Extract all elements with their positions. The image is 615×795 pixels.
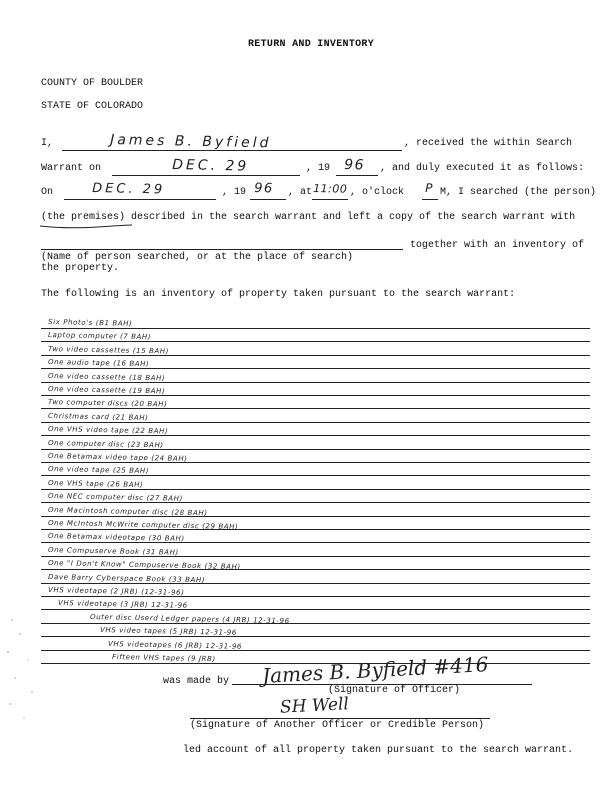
premises-underline [38, 222, 134, 230]
inventory-item: One McIntosh McWrite computer disc (29 BAH) [48, 519, 239, 531]
inventory-item: VHS videotapes (6 JRB) 12-31-96 [108, 639, 243, 651]
i-prefix: I, [41, 138, 54, 149]
inventory-rule [41, 475, 590, 476]
inventory-item: One video cassette (19 BAH) [48, 385, 166, 396]
time-handwritten: 11:00 [313, 182, 348, 196]
second-signature-line [190, 718, 490, 719]
search-date-line [64, 199, 216, 200]
was-made-by-label: was made by [163, 676, 230, 687]
inventory-item: One computer disc (23 BAH) [48, 438, 164, 450]
inventory-item: One VHS tape (26 BAH) [48, 478, 144, 489]
executed-text: , and duly executed it as follows: [380, 163, 585, 174]
inventory-item: One NEC computer disc (27 BAH) [48, 492, 183, 504]
officer-signature: James B. Byfield #416 [261, 652, 489, 688]
inventory-item: One "I Don't Know" Compuserve Book (32 BAH) [48, 559, 241, 572]
inventory-rule [41, 449, 590, 450]
inventory-item: One Macintosh computer disc (28 BAH) [48, 505, 208, 517]
inventory-rule [41, 489, 590, 490]
warrant-year-prefix: , 19 [306, 163, 331, 174]
warrant-date-line [112, 175, 300, 176]
warrant-date-handwritten: DEC. 29 [172, 157, 250, 175]
faint-stamp-mark [0, 600, 50, 740]
inventory-rule [41, 636, 590, 637]
inventory-item: Two video cassettes (15 BAH) [48, 344, 170, 356]
name-note: (Name of person searched, or at the place of search) [41, 252, 354, 263]
inventory-rule [41, 516, 590, 517]
inventory-rule [41, 583, 590, 584]
together-text: together with an inventory of [410, 240, 585, 251]
on-label: On [41, 187, 54, 198]
time-line [312, 199, 348, 200]
inventory-rule [41, 556, 590, 557]
inventory-item: VHS video tapes (5 JRB) 12-31-96 [100, 626, 237, 638]
inventory-rule [41, 569, 590, 570]
warrant-on-label: Warrant on [41, 163, 102, 174]
inventory-item: Two computer discs (20 BAH) [48, 398, 168, 409]
search-year-prefix: , 19 [222, 187, 247, 198]
second-signature-label: (Signature of Another Officer or Credible Person) [190, 720, 485, 731]
final-statement: led account of all property taken pursuant to the search warrant. [183, 745, 574, 756]
ampm-line [422, 199, 438, 200]
officer-signature-label: (Signature of Officer) [328, 685, 461, 696]
at-label: , at [288, 187, 313, 198]
inventory-item: One Compuserve Book (31 BAH) [48, 545, 179, 557]
inventory-rule [41, 596, 590, 597]
inventory-intro: The following is an inventory of property taken pursuant to the search warrant: [41, 289, 516, 300]
inventory-rule [41, 609, 590, 610]
oclock-label: , o'clock [350, 187, 405, 198]
state-label: STATE OF COLORADO [41, 101, 144, 112]
property-note: the property. [41, 263, 120, 274]
inventory-rule [41, 341, 590, 342]
inventory-rule [41, 408, 590, 409]
document-title: RETURN AND INVENTORY [248, 39, 375, 50]
inventory-rule [41, 422, 590, 423]
inventory-rule [41, 462, 590, 463]
inventory-item: VHS videotape (3 JRB) 12-31-96 [58, 599, 188, 611]
inventory-rule [41, 368, 590, 369]
ampm-handwritten: P [425, 181, 435, 196]
warrant-year-line [336, 175, 378, 176]
search-year-line [250, 199, 286, 200]
inventory-rule [41, 623, 590, 624]
inventory-rule [41, 435, 590, 436]
second-signature: SH Well [279, 694, 350, 718]
county-label: COUNTY OF BOULDER [41, 78, 144, 89]
inventory-item: One video tape (25 BAH) [48, 465, 150, 476]
inventory-item: One Betamax videotape (30 BAH) [48, 532, 185, 544]
inventory-item: VHS videotape (2 JRB) (12-31-96) [48, 586, 185, 597]
officer-name-handwritten: James B. Byfield [110, 132, 272, 152]
inventory-item: Fifteen VHS tapes (9 JRB) [112, 653, 216, 664]
search-date-handwritten: DEC. 29 [92, 181, 166, 198]
inventory-rule [41, 542, 590, 543]
person-name-line [41, 249, 403, 250]
inventory-item: Outer disc Userd Ledger papers (4 JRB) 12-31-96 [90, 612, 290, 625]
inventory-item: Dave Barry Cyberspace Book (33 BAH) [48, 572, 206, 584]
inventory-rule [41, 650, 590, 651]
inventory-rule [41, 382, 590, 383]
inventory-rule [41, 355, 590, 356]
received-text: , received the within Search [404, 138, 573, 149]
inventory-item: Laptop computer (7 BAH) [48, 331, 152, 342]
search-year-handwritten: 96 [254, 181, 274, 197]
searched-text: M, I searched (the person) [440, 187, 597, 198]
inventory-item: One video cassette (18 BAH) [48, 371, 166, 383]
inventory-rule [41, 395, 590, 396]
inventory-rule [41, 502, 590, 503]
inventory-item: Six Photo's (B1 BAH) [48, 318, 133, 328]
premises-text: (the premises) described in the search warrant and left a copy of the search warrant with [41, 212, 576, 223]
warrant-year-handwritten: 96 [344, 157, 366, 174]
inventory-item: One audio tape (16 BAH) [48, 358, 150, 369]
inventory-rule [41, 328, 590, 329]
inventory-item: Christmas card (21 BAH) [48, 411, 149, 422]
inventory-item: One VHS video tape (22 BAH) [48, 425, 169, 436]
inventory-item: One Betamax video tape (24 BAH) [48, 452, 188, 463]
inventory-rule [41, 529, 590, 530]
